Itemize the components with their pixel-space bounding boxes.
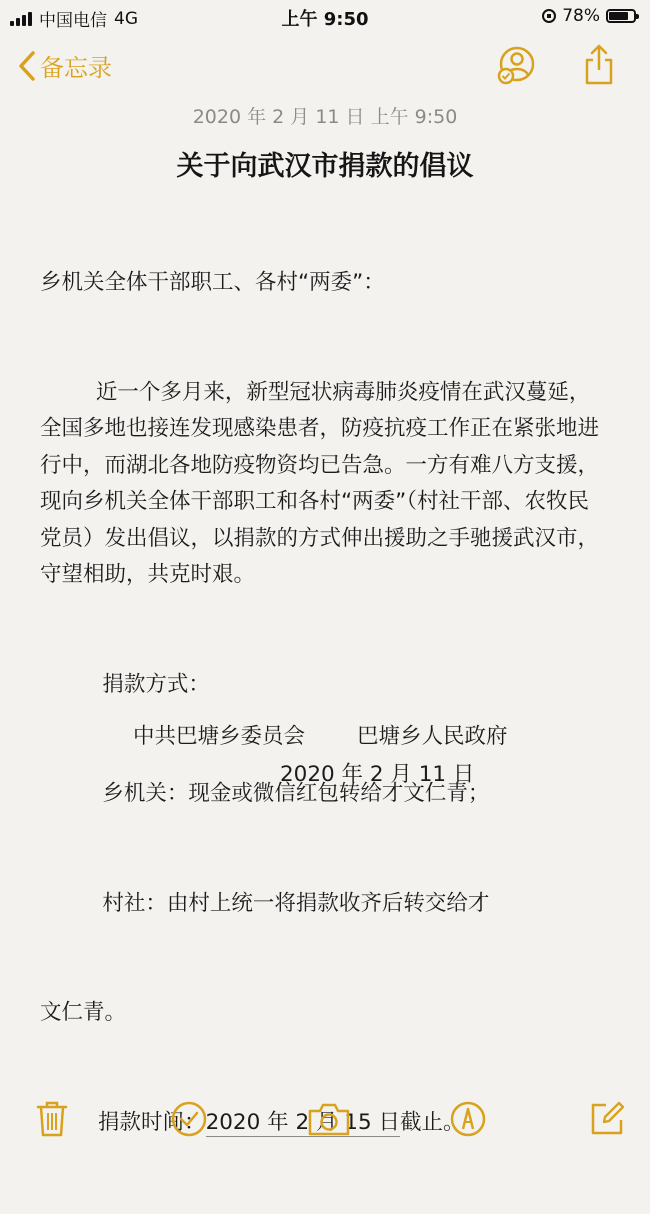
share-button[interactable] [583, 42, 615, 90]
share-icon [583, 42, 615, 86]
sign-date: 2020 年 2 月 11 日 [280, 762, 475, 787]
compose-icon [588, 1100, 626, 1138]
method-office: 乡机关：现金或微信红包转给才文仁青； [102, 781, 490, 806]
body-paragraph: 近一个多月来，新型冠状病毒肺炎疫情在武汉蔓延，全国多地也接连发现感染患者，防疫抗疫工作正在紧张地进行中，而湖北各地防疫物资均已告急。一方有难八方支援，现向乡机关全体干部职工和各村“两委”（村社干部、农牧民党员）发出倡议，以捐款的方式伸出援助之手驰援武汉市，守望相助，共克时艰。 [40, 379, 600, 587]
salutation: 乡机关全体干部职工、各村“两委”： [40, 270, 385, 295]
signer-gov: 巴塘乡人民政府 [357, 724, 508, 749]
method-village-line1: 村社：由村上统一将捐款收齐后转交给才 [102, 890, 490, 916]
battery-icon [606, 9, 636, 23]
orientation-lock-icon [542, 9, 556, 23]
battery-fill [609, 12, 628, 20]
note-title: 关于向武汉市捐款的倡议 [176, 151, 474, 182]
back-button[interactable] [18, 48, 112, 83]
status-bar [0, 0, 650, 34]
signer-party: 中共巴塘乡委员会 [133, 724, 306, 749]
checklist-button[interactable] [170, 1100, 208, 1142]
camera-button[interactable] [307, 1100, 351, 1142]
nav-bar [0, 40, 650, 96]
trash-icon [36, 1100, 68, 1138]
status-time: 上午 9:50 [281, 9, 369, 30]
collaborate-icon [494, 46, 540, 86]
markup-button[interactable] [449, 1100, 487, 1142]
battery-percent: 78% [562, 6, 600, 26]
deadline-suffix: 截止。 [400, 1109, 465, 1135]
deadline-label: 捐款时间： [98, 1109, 206, 1135]
bottom-toolbar [0, 1100, 650, 1140]
network-label: 4G [114, 8, 138, 29]
method-village-line2: 文仁青。 [40, 1000, 127, 1025]
signer-row [133, 719, 508, 750]
collaborate-button[interactable] [494, 46, 540, 90]
note-date: 2020 年 2 月 11 日 上午 9:50 [192, 106, 458, 128]
compose-button[interactable] [588, 1100, 626, 1142]
back-label: 备忘录 [40, 54, 112, 82]
delete-button[interactable] [36, 1100, 68, 1142]
deadline-date[interactable]: 2020 年 2 月 15 日 [205, 1109, 400, 1135]
carrier-label: 中国电信 [39, 11, 107, 31]
method-label: 捐款方式： [102, 671, 210, 697]
markup-icon [449, 1100, 487, 1138]
status-right [542, 6, 636, 26]
note-body[interactable] [40, 192, 600, 1214]
chevron-left-icon [18, 50, 36, 82]
checklist-icon [170, 1100, 208, 1138]
camera-icon [307, 1100, 351, 1138]
